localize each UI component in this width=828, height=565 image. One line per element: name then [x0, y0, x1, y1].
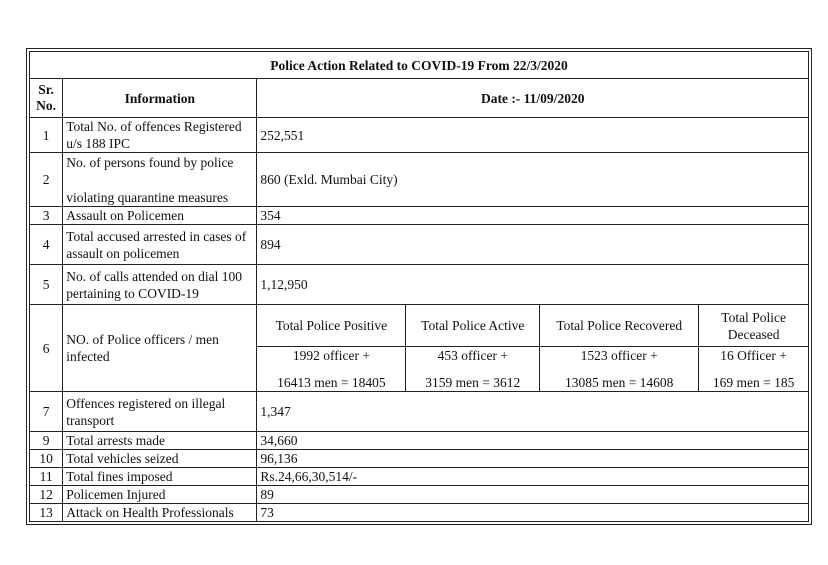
recovered-value [540, 347, 699, 392]
row-value: 894 [257, 225, 809, 265]
row-info: No. of calls attended on dial 100 pertaining to COVID-19 [63, 265, 257, 305]
active-value [406, 347, 540, 392]
row-value: 252,551 [257, 118, 809, 153]
row-info: Total No. of offences Registered u/s 188 IPC [63, 118, 257, 153]
table-row [30, 504, 809, 522]
row-value: 96,136 [257, 450, 809, 468]
row-sr: 6 [30, 305, 63, 392]
report-frame [26, 48, 812, 525]
row-info: Assault on Policemen [63, 207, 257, 225]
information-header: Information [63, 79, 257, 118]
row-value: Rs.24,66,30,514/- [257, 468, 809, 486]
row-info: Total accused arrested in cases of assault on policemen [63, 225, 257, 265]
table-row [30, 207, 809, 225]
row-value: 860 (Exld. Mumbai City) [257, 153, 809, 207]
active-officers: 453 officer + [437, 348, 508, 363]
table-row [30, 432, 809, 450]
recovered-officers: 1523 officer + [580, 348, 658, 363]
row-sr: 5 [30, 265, 63, 305]
date-header: Date :- 11/09/2020 [257, 79, 809, 118]
subheader-positive: Total Police Positive [257, 305, 406, 347]
header-row [30, 79, 809, 118]
row-sr: 1 [30, 118, 63, 153]
row-info: Attack on Health Professionals [63, 504, 257, 522]
positive-value [257, 347, 406, 392]
table-row [30, 265, 809, 305]
table-title: Police Action Related to COVID-19 From 22/3/2020 [30, 52, 809, 79]
row-sr: 12 [30, 486, 63, 504]
subheader-active: Total Police Active [406, 305, 540, 347]
row-sr: 11 [30, 468, 63, 486]
row-info: Total fines imposed [63, 468, 257, 486]
table-row [30, 118, 809, 153]
table-row [30, 486, 809, 504]
row-sr: 4 [30, 225, 63, 265]
row-info-line2: violating quarantine measures [66, 189, 229, 205]
table-row [30, 392, 809, 432]
table-row [30, 450, 809, 468]
row-info [63, 153, 257, 207]
table-row [30, 468, 809, 486]
sr-no-header: Sr. No. [30, 79, 63, 118]
row-value: 89 [257, 486, 809, 504]
row-sr: 10 [30, 450, 63, 468]
row-value: 34,660 [257, 432, 809, 450]
positive-men: 16413 men = 18405 [277, 375, 386, 390]
subheader-deceased: Total Police Deceased [699, 305, 809, 347]
subheader-recovered: Total Police Recovered [540, 305, 699, 347]
row-value: 1,12,950 [257, 265, 809, 305]
row-sr: 13 [30, 504, 63, 522]
row-value: 1,347 [257, 392, 809, 432]
row-sr: 3 [30, 207, 63, 225]
row-sr: 7 [30, 392, 63, 432]
deceased-officers: 16 Officer + [720, 348, 787, 363]
positive-officers: 1992 officer + [292, 348, 370, 363]
row-info: Offences registered on illegal transport [63, 392, 257, 432]
row-info-line1: No. of persons found by police [66, 154, 234, 170]
deceased-men: 169 men = 185 [712, 375, 795, 390]
table-row [30, 225, 809, 265]
active-men: 3159 men = 3612 [425, 375, 521, 390]
recovered-men: 13085 men = 14608 [564, 375, 674, 390]
table-row [30, 153, 809, 207]
title-row [30, 52, 809, 79]
row-value: 354 [257, 207, 809, 225]
row-info: Total arrests made [63, 432, 257, 450]
deceased-value [699, 347, 809, 392]
row-sr: 2 [30, 153, 63, 207]
covid-police-action-table [29, 51, 809, 522]
row-sr: 9 [30, 432, 63, 450]
row-info: Total vehicles seized [63, 450, 257, 468]
row-value: 73 [257, 504, 809, 522]
row-info: NO. of Police officers / men infected [63, 305, 257, 392]
infected-subheader-row [30, 305, 809, 347]
row-info: Policemen Injured [63, 486, 257, 504]
